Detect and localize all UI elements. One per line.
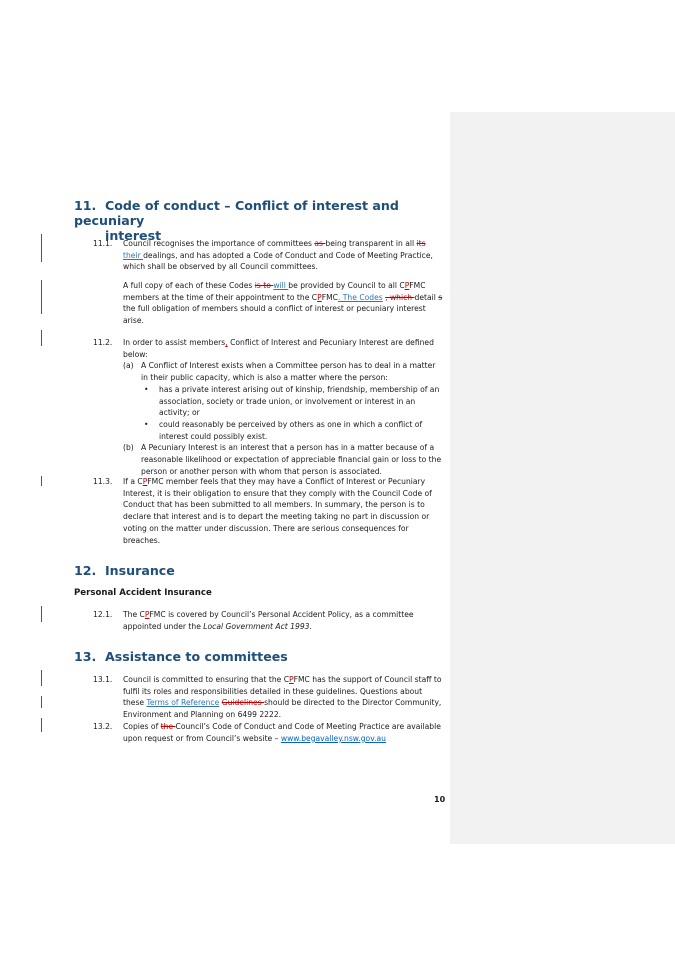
clause-number: 11.3. [93, 477, 113, 486]
sub-clause-a: (a) A Conflict of Interest exists when a Committee person has to deal in a matter in their public capacity, which is also a matter where the person: • has a private interest arising out of kinship, friendship, membership of an association, society or trade union, or involvement or interest in an activity; or • could reasonably be perceived by others as one in which a conflict of interest could possibly exist. [123, 360, 443, 442]
inserted-text: P [404, 281, 410, 290]
sub-clause-label: (a) [123, 361, 134, 371]
clause-number: 12.1. [93, 610, 113, 619]
bullet-icon: • [144, 384, 149, 394]
deleted-text: is to [254, 281, 274, 290]
sub-clause-b: (b) A Pecuniary Interest is an interest that a person has in a matter because of a reasonable likelihood or expectation of appreciable financial gain or loss to the person or another person with whom that person is associated. [123, 443, 442, 476]
bullet-item: • has a private interest arising out of kinship, friendship, membership of an association, society or trade union, or involvement or interest in an activity; or [144, 384, 440, 418]
section-heading-11: 11. Code of conduct – Conflict of interest and pecuniary interest [74, 198, 450, 243]
act-name: Local Government Act 1993 [203, 621, 310, 631]
clause-11-1-para2: A full copy of each of these Codes is to will be provided by Council to all CPFMC members at the time of their appointment to the CPFMC. The Codes , which detail s the full obligation of members should a conflict of interest or pecuniary interest arise. [123, 281, 443, 326]
clause-13-1 [93, 674, 443, 721]
clause-text: If a CPFMC member feels that they may have a Conflict of Interest or Pecuniary Interest, it is their obligation to ensure that they comply with the Council Code of Conduct that has been submitted to all members. In summary, the person is to declare that interest and is to depart the meeting taking no part in discussion or voting on the matter under discussion. There are serious consequences for breaches. [123, 477, 432, 545]
clause-12-1 [93, 609, 443, 632]
clause-text: Council recognises the importance of committees as being transparent in all its their dealings, and has adopted a Code of Conduct and Code of Meeting Practice, which shall be observed by all Council committees. [123, 239, 433, 272]
clause-11-2 [93, 337, 443, 477]
sub-clause-label: (b) [123, 443, 134, 453]
clause-number: 13.2. [93, 722, 113, 731]
deleted-text: , which [385, 292, 415, 302]
inserted-text: Terms of Reference [146, 698, 220, 708]
deleted-text: s [438, 292, 443, 302]
clause-text: Copies of the Council’s Code of Conduct and Code of Meeting Practice are available upon request or from Council’s website – www.begavalley.nsw.gov.au [123, 722, 441, 743]
heading-text: Insurance [105, 563, 175, 578]
clause-13-2 [93, 721, 443, 744]
deleted-text: its [416, 239, 426, 248]
website-link[interactable]: www.begavalley.nsw.gov.au [280, 733, 386, 743]
inserted-text: their [123, 250, 144, 260]
page-number: 10 [434, 795, 446, 804]
comments-pane [450, 112, 675, 844]
heading-text: Code of conduct – Conflict of interest and pecuniary [74, 198, 399, 228]
clause-text: The CPFMC is covered by Council’s Personal Accident Policy, as a committee appointed under the Local Government Act 1993. [123, 610, 414, 631]
inserted-text: , [225, 338, 228, 347]
inserted-text: P [289, 675, 294, 684]
inserted-text: will [273, 281, 289, 290]
inserted-text: P [317, 292, 322, 302]
deleted-text: the [160, 722, 176, 731]
subheading: Personal Accident Insurance [74, 588, 212, 598]
clause-11-3 [93, 476, 443, 546]
clause-11-1 [93, 238, 443, 273]
clause-text: In order to assist members, Conflict of Interest and Pecuniary Interest are defined below: (a) A Conflict of Interest exists when a Committee person has to deal in a matter in their public capacity, which is also a matter where the person: • has a private interest arising out of kinship, friendship, membership of an association, society or trade union, or involvement or interest in an activity; or • could reasonably be perceived by others as one in which a conflict of interest could possibly exist. (b) A Pecuniary Interest is an interest that a person has in a matter because of a reasonable likelihood or expectation of appreciable financial gain or loss to the person or another person with whom that person is associated. [123, 338, 442, 476]
bullet-icon: • [144, 419, 149, 429]
clause-number: 11.1. [93, 239, 113, 248]
deleted-text: Guidelines [221, 698, 265, 708]
inserted-text: P [144, 610, 150, 619]
inserted-text: . The Codes [337, 292, 383, 302]
inserted-text: P [142, 477, 148, 486]
section-heading-12: 12. Insurance [74, 563, 175, 578]
heading-text: Assistance to committees [105, 649, 288, 664]
clause-number: 13.1. [93, 675, 113, 684]
clause-text: Council is committed to ensuring that the CPFMC has the support of Council staff to fulfil its roles and responsibilities detailed in these guidelines. Questions about these Terms of Reference Guidelines should be directed to the Director Community, Environment and Planning on 6499 2222. [123, 675, 442, 720]
section-heading-13: 13. Assistance to committees [74, 649, 288, 664]
bullet-item: • could reasonably be perceived by others as one in which a conflict of interest could possibly exist. [144, 419, 423, 441]
deleted-text: as [314, 239, 326, 248]
clause-number: 11.2. [93, 338, 113, 347]
heading-text-cont: interest [105, 228, 162, 243]
